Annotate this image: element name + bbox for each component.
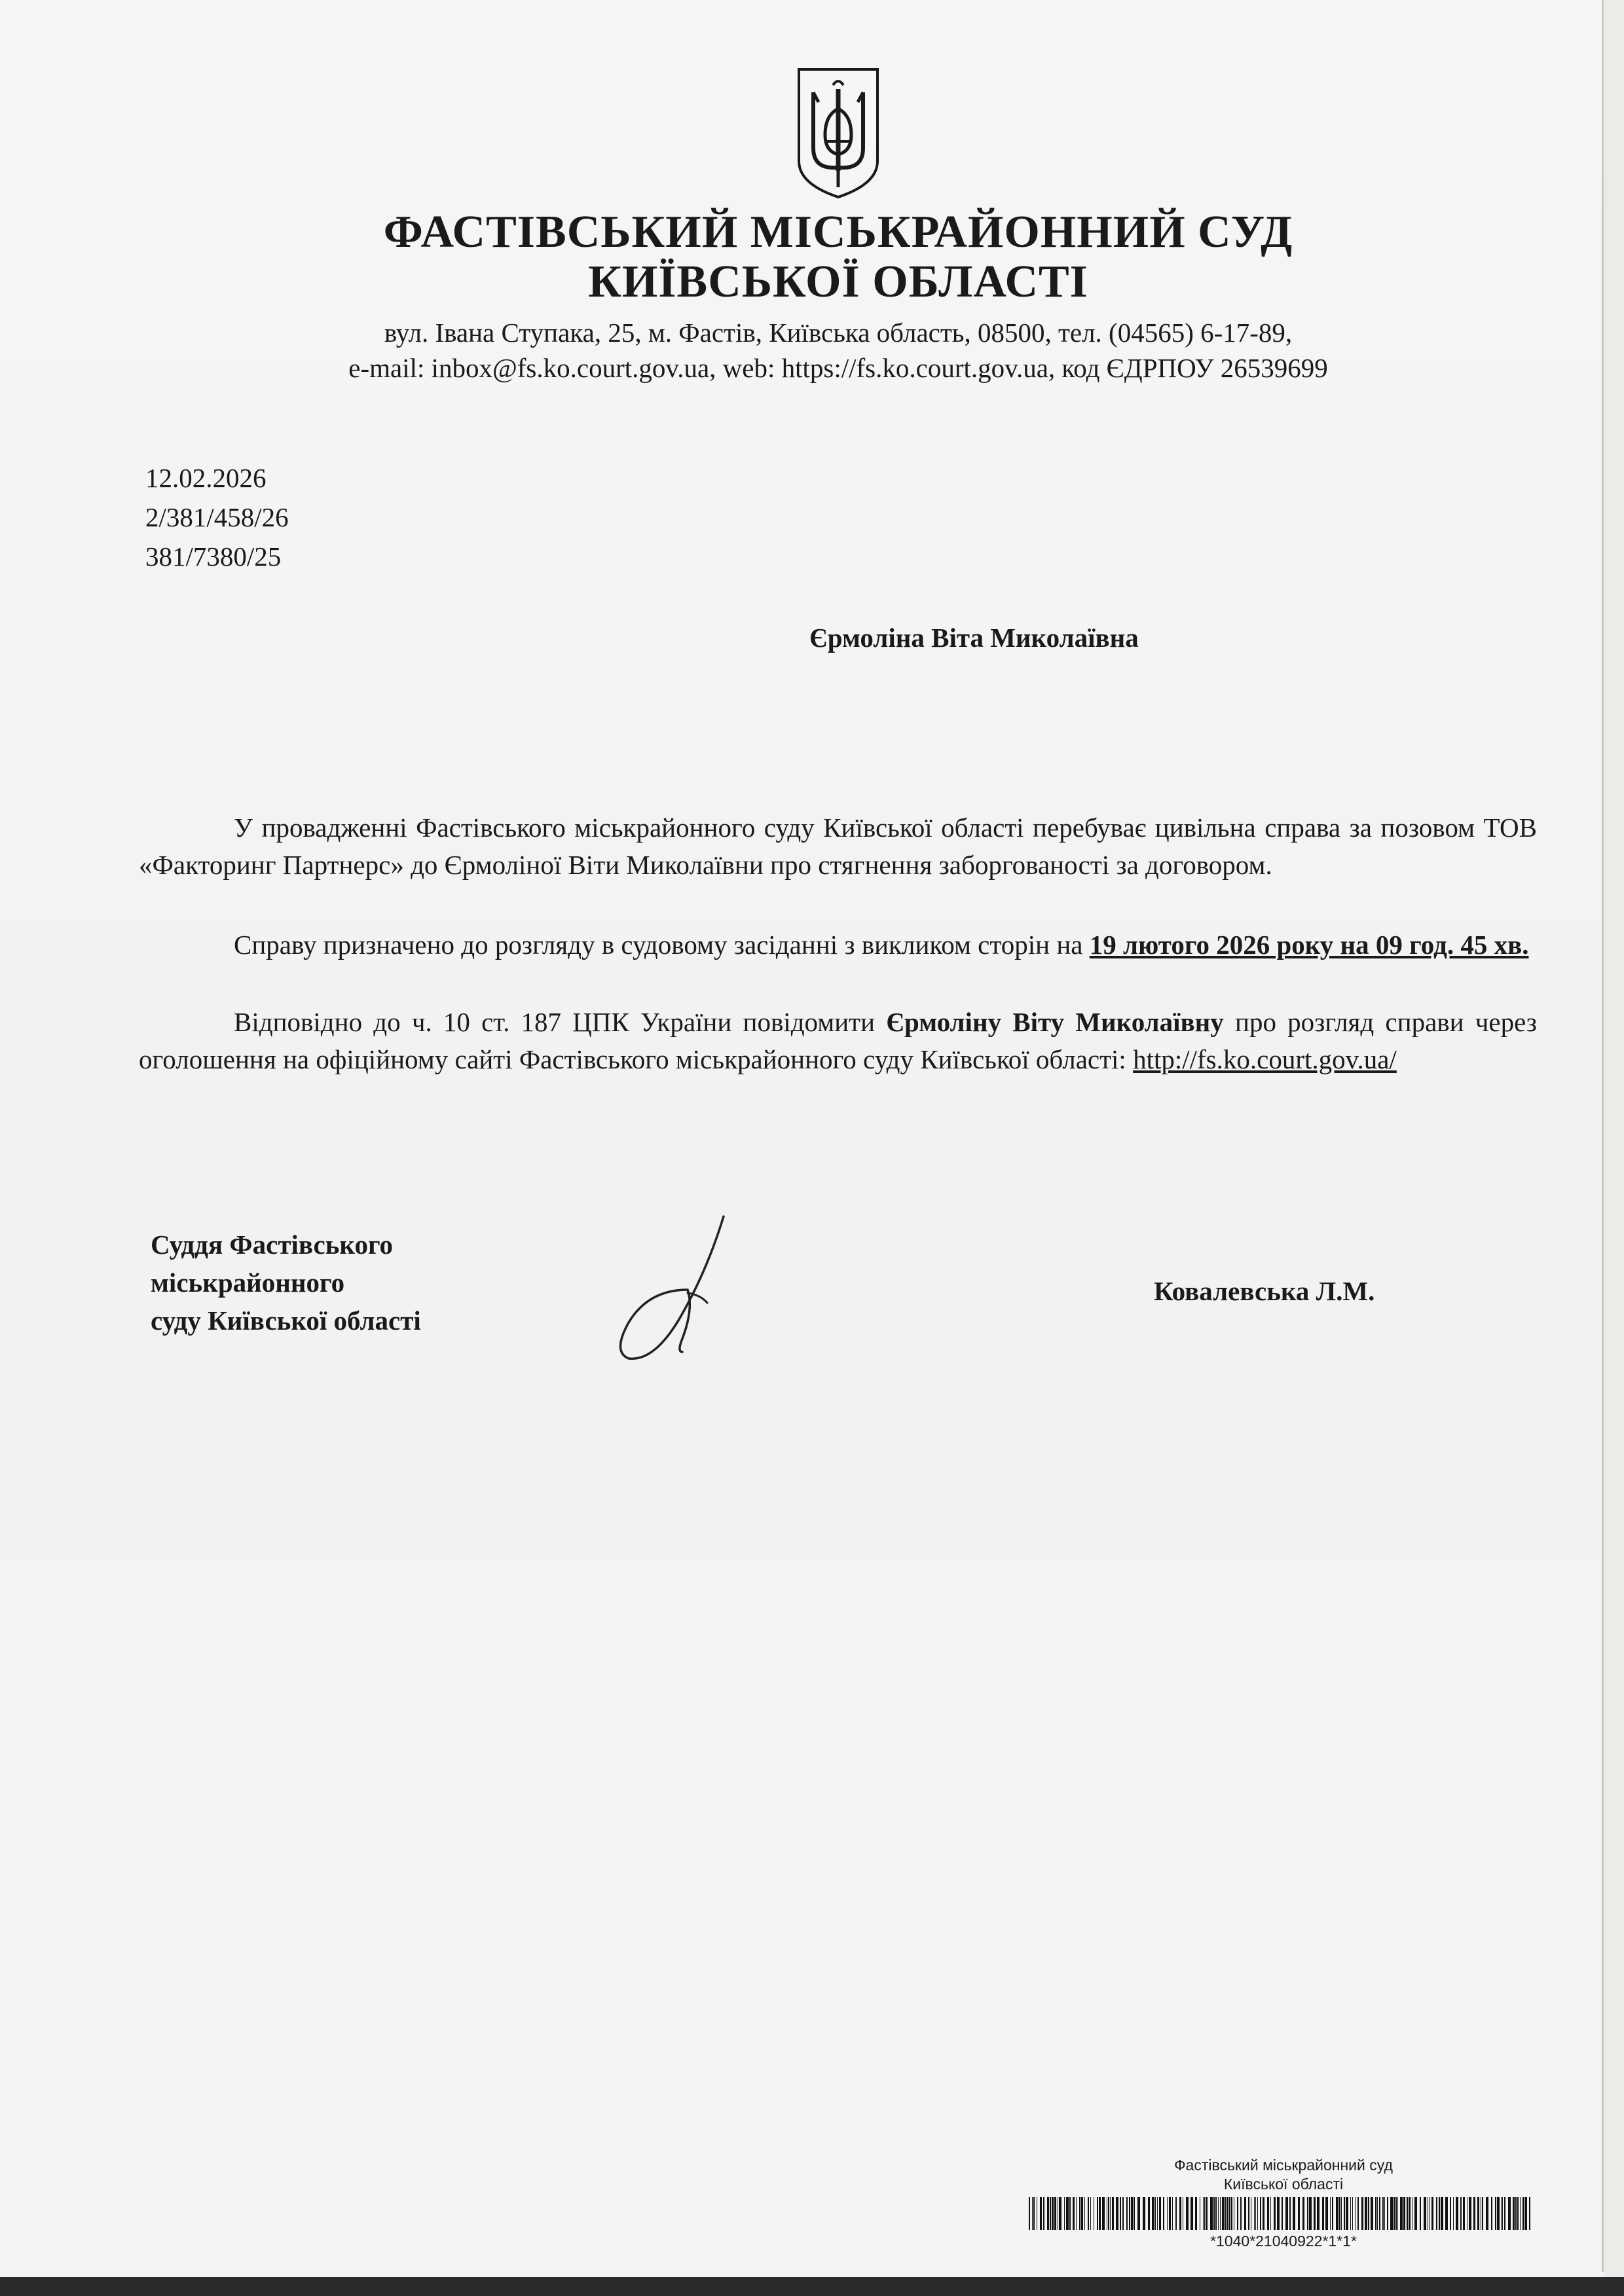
barcode-bar bbox=[1270, 2197, 1271, 2230]
barcode-bar bbox=[1289, 2197, 1291, 2230]
barcode-bar bbox=[1338, 2197, 1340, 2230]
barcode-bar bbox=[1352, 2197, 1353, 2230]
paragraph-hearing bbox=[139, 926, 1537, 964]
barcode-bar bbox=[1350, 2197, 1351, 2230]
barcode-bar bbox=[1059, 2197, 1061, 2230]
barcode-bar bbox=[1441, 2197, 1443, 2230]
barcode-bar bbox=[1237, 2197, 1238, 2230]
barcode-bar bbox=[1529, 2197, 1530, 2230]
barcode-bar bbox=[1069, 2197, 1071, 2230]
barcode-bar bbox=[1322, 2197, 1324, 2230]
barcode-bar bbox=[1515, 2197, 1517, 2230]
barcode-bar bbox=[1302, 2197, 1304, 2230]
proceeding-number: 381/7380/25 bbox=[145, 541, 282, 572]
barcode-bar bbox=[1195, 2197, 1197, 2230]
barcode-bar bbox=[1248, 2197, 1249, 2230]
barcode-bar bbox=[1387, 2197, 1388, 2230]
document-references bbox=[145, 458, 289, 576]
judge-title-line3: суду Київської області bbox=[151, 1305, 421, 1336]
barcode-bar bbox=[1277, 2197, 1280, 2230]
judge-title-line1: Суддя Фастівського bbox=[151, 1230, 394, 1260]
court-name-line2: КИЇВСЬКОЇ ОБЛАСТІ bbox=[588, 257, 1088, 307]
barcode-bar bbox=[1227, 2197, 1228, 2230]
barcode-bar bbox=[1361, 2197, 1363, 2230]
barcode-bar bbox=[1206, 2197, 1208, 2230]
barcode-bar bbox=[1469, 2197, 1471, 2230]
barcode-bar bbox=[1368, 2197, 1369, 2230]
barcode-bar bbox=[1400, 2197, 1403, 2230]
barcode-bar bbox=[1371, 2197, 1373, 2230]
barcode-bar bbox=[1033, 2197, 1035, 2230]
barcode-bar bbox=[1477, 2197, 1479, 2230]
barcode-bar bbox=[1043, 2197, 1044, 2230]
barcode-bar bbox=[1491, 2197, 1492, 2230]
barcode-bar bbox=[1332, 2197, 1333, 2230]
barcode-bar bbox=[1325, 2197, 1328, 2230]
court-contacts-web: e-mail: inbox@fs.ko.court.gov.ua, web: https://fs.ko.court.gov.ua, код ЄДРПОУ 26539699 bbox=[348, 353, 1328, 383]
barcode-bar bbox=[1244, 2197, 1246, 2230]
barcode-bar bbox=[1436, 2197, 1437, 2230]
barcode-bar bbox=[1293, 2197, 1295, 2230]
court-contacts-address: вул. Івана Ступака, 25, м. Фастів, Київська область, 08500, тел. (04565) 6-17-89, bbox=[384, 318, 1293, 348]
barcode-bar bbox=[1179, 2197, 1181, 2230]
barcode-bar bbox=[1116, 2197, 1118, 2230]
barcode-bar bbox=[1473, 2197, 1475, 2230]
notified-person: Єрмоліну Віту Миколаївну bbox=[886, 1007, 1224, 1037]
barcode-bar bbox=[1050, 2197, 1051, 2230]
barcode-bar bbox=[1379, 2197, 1380, 2230]
barcode-bar bbox=[1073, 2197, 1075, 2230]
barcode-bar bbox=[1520, 2197, 1521, 2230]
barcode-bar bbox=[1152, 2197, 1154, 2230]
barcode-bar bbox=[1066, 2197, 1069, 2230]
barcode-bar bbox=[1112, 2197, 1114, 2230]
barcode-bar bbox=[1460, 2197, 1462, 2230]
barcode-bar bbox=[1143, 2197, 1145, 2230]
hearing-intro: Справу призначено до розгляду в судовому засіданні з викликом сторін на bbox=[234, 930, 1090, 960]
barcode-bar bbox=[1439, 2197, 1440, 2230]
barcode-bar bbox=[1163, 2197, 1164, 2230]
barcode-bar bbox=[1522, 2197, 1524, 2230]
barcode-bar bbox=[1314, 2197, 1316, 2230]
barcode-bar bbox=[1054, 2197, 1056, 2230]
barcode-bar bbox=[1257, 2197, 1258, 2230]
court-name-line1: ФАСТІВСЬКИЙ МІСЬКРАЙОННИЙ СУД bbox=[383, 207, 1293, 257]
barcode-bar bbox=[1482, 2197, 1483, 2230]
barcode-bar bbox=[1486, 2197, 1488, 2230]
barcode-bar bbox=[1169, 2197, 1171, 2230]
court-website-link[interactable]: http://fs.ko.court.gov.ua/ bbox=[1133, 1044, 1397, 1074]
barcode-bar bbox=[1222, 2197, 1225, 2230]
barcode-bar bbox=[1159, 2197, 1161, 2230]
barcode-bar bbox=[1210, 2197, 1213, 2230]
barcode-bar bbox=[1154, 2197, 1156, 2230]
barcode-bar bbox=[1357, 2197, 1359, 2230]
barcode-bar bbox=[1215, 2197, 1217, 2230]
barcode-bar bbox=[1336, 2197, 1338, 2230]
barcode-bar bbox=[1395, 2197, 1397, 2230]
paragraph-notification bbox=[139, 1004, 1537, 1078]
barcode-bar bbox=[1445, 2197, 1448, 2230]
barcode-bar bbox=[1052, 2197, 1054, 2230]
barcode-bar bbox=[1134, 2197, 1135, 2230]
barcode-bar bbox=[1099, 2197, 1101, 2230]
judge-title-line2: міськрайонного bbox=[151, 1267, 345, 1298]
barcode-bar bbox=[1285, 2197, 1288, 2230]
barcode-icon bbox=[1029, 2197, 1533, 2230]
barcode-bar bbox=[1274, 2197, 1276, 2230]
barcode-bar bbox=[1346, 2197, 1348, 2230]
barcode-bar bbox=[1157, 2197, 1158, 2230]
barcode-number: *1040*21040922*1*1* bbox=[1210, 2232, 1357, 2250]
barcode-bar bbox=[1260, 2197, 1261, 2230]
paragraph-case-info-text: У провадженні Фастівського міськрайонного суду Київської області перебуває цивільна справа за позовом ТОВ «Факторинг Партнерс» до Єрмоліної Віти Миколаївни про стягнення заборгованості за договором. bbox=[139, 812, 1537, 880]
barcode-bar bbox=[1365, 2197, 1367, 2230]
barcode-bar bbox=[1309, 2197, 1312, 2230]
barcode-bar bbox=[1384, 2197, 1385, 2230]
barcode-bar bbox=[1517, 2197, 1519, 2230]
barcode-bar bbox=[1240, 2197, 1242, 2230]
barcode-bar bbox=[1129, 2197, 1130, 2230]
barcode-bar bbox=[1508, 2197, 1511, 2230]
barcode-bar bbox=[1076, 2197, 1077, 2230]
scan-bottom-edge bbox=[0, 2277, 1624, 2296]
barcode-bar bbox=[1393, 2197, 1395, 2230]
barcode-bar bbox=[1502, 2197, 1503, 2230]
barcode-bar bbox=[1229, 2197, 1230, 2230]
barcode-bar bbox=[1525, 2197, 1527, 2230]
barcode-bar bbox=[1450, 2197, 1451, 2230]
notification-text: про розгляд справи через оголошення на офіційному сайті Фастівського міськрайонного суду Київської області: bbox=[139, 1007, 1537, 1074]
barcode-bar bbox=[1424, 2197, 1426, 2230]
barcode-bar bbox=[1382, 2197, 1384, 2230]
barcode-bar bbox=[1110, 2197, 1111, 2230]
barcode-bar bbox=[1175, 2197, 1177, 2230]
barcode-bar bbox=[1186, 2197, 1189, 2230]
barcode-bar bbox=[1213, 2197, 1215, 2230]
stamp-region: Київської області bbox=[1223, 2176, 1344, 2193]
barcode-bar bbox=[1102, 2197, 1105, 2230]
barcode-bar bbox=[1409, 2197, 1411, 2230]
barcode-bar bbox=[1355, 2197, 1356, 2230]
barcode-bar bbox=[1040, 2197, 1042, 2230]
barcode-bar bbox=[1108, 2197, 1109, 2230]
barcode-bar bbox=[1126, 2197, 1128, 2230]
barcode-bar bbox=[1344, 2197, 1345, 2230]
barcode-bar bbox=[1414, 2197, 1417, 2230]
barcode-bar bbox=[1088, 2197, 1089, 2230]
barcode-bar bbox=[1225, 2197, 1226, 2230]
barcode-bar bbox=[1084, 2197, 1085, 2230]
barcode-bar bbox=[1407, 2197, 1408, 2230]
barcode-bar bbox=[1220, 2197, 1221, 2230]
barcode-bar bbox=[1254, 2197, 1255, 2230]
barcode-bar bbox=[1204, 2197, 1205, 2230]
barcode-bar bbox=[1330, 2197, 1331, 2230]
coat-of-arms-icon bbox=[792, 63, 884, 200]
barcode-bar bbox=[1456, 2197, 1458, 2230]
stamp-court-name: Фастівський міськрайонний суд bbox=[1174, 2157, 1393, 2174]
barcode-bar bbox=[1263, 2197, 1264, 2230]
barcode-bar bbox=[1064, 2197, 1065, 2230]
barcode-bar bbox=[1282, 2197, 1283, 2230]
document-date: 12.02.2026 bbox=[145, 463, 267, 493]
barcode-bar bbox=[1429, 2197, 1430, 2230]
barcode-bar bbox=[1231, 2197, 1232, 2230]
barcode-bar bbox=[1097, 2197, 1098, 2230]
barcode-bar bbox=[1172, 2197, 1173, 2230]
barcode-bar bbox=[1122, 2197, 1124, 2230]
barcode-bar bbox=[1267, 2197, 1269, 2230]
judge-title bbox=[151, 1226, 421, 1339]
barcode-bar bbox=[1167, 2197, 1168, 2230]
barcode-bar bbox=[1079, 2197, 1080, 2230]
barcode-bar bbox=[1420, 2197, 1421, 2230]
handwritten-signature bbox=[609, 1211, 740, 1368]
barcode-bar bbox=[1298, 2197, 1300, 2230]
barcode-bar bbox=[1120, 2197, 1121, 2230]
barcode-bar bbox=[1203, 2197, 1204, 2230]
barcode-bar bbox=[1504, 2197, 1505, 2230]
barcode-bar bbox=[1081, 2197, 1083, 2230]
barcode-bar bbox=[1307, 2197, 1308, 2230]
barcode-bar bbox=[1090, 2197, 1091, 2230]
barcode-bar bbox=[1376, 2197, 1378, 2230]
barcode-bar bbox=[1032, 2197, 1033, 2230]
barcode-bar bbox=[1497, 2197, 1500, 2230]
barcode-bar bbox=[1397, 2197, 1398, 2230]
barcode-bar bbox=[1191, 2197, 1193, 2230]
barcode-bar bbox=[1375, 2197, 1376, 2230]
addressee-name: Єрмоліна Віта Миколаївна bbox=[809, 623, 1139, 653]
barcode-bar bbox=[1513, 2197, 1515, 2230]
notification-intro: Відповідно до ч. 10 ст. 187 ЦПК України повідомити bbox=[234, 1007, 887, 1037]
barcode-bar bbox=[1317, 2197, 1320, 2230]
scan-right-margin bbox=[1604, 0, 1624, 2277]
paragraph-case-info bbox=[139, 809, 1537, 884]
barcode-bar bbox=[1501, 2197, 1502, 2230]
barcode-bar bbox=[1137, 2197, 1140, 2230]
barcode-bar bbox=[1495, 2197, 1496, 2230]
barcode-bar bbox=[1047, 2197, 1049, 2230]
hearing-datetime: 19 лютого 2026 року на 09 год. 45 хв. bbox=[1089, 930, 1529, 960]
barcode-bar bbox=[1148, 2197, 1150, 2230]
barcode-bar bbox=[1453, 2197, 1454, 2230]
barcode-bar bbox=[1029, 2197, 1030, 2230]
barcode-bar bbox=[1403, 2197, 1405, 2230]
barcode-bar bbox=[1463, 2197, 1465, 2230]
barcode-bar bbox=[1255, 2197, 1256, 2230]
case-number: 2/381/458/26 bbox=[145, 502, 289, 532]
barcode-bar bbox=[1218, 2197, 1219, 2230]
barcode-bar bbox=[1131, 2197, 1133, 2230]
barcode-bar bbox=[1431, 2197, 1433, 2230]
barcode-bar bbox=[1341, 2197, 1342, 2230]
judge-name: Ковалевська Л.М. bbox=[1154, 1276, 1375, 1306]
barcode-bar bbox=[1390, 2197, 1393, 2230]
